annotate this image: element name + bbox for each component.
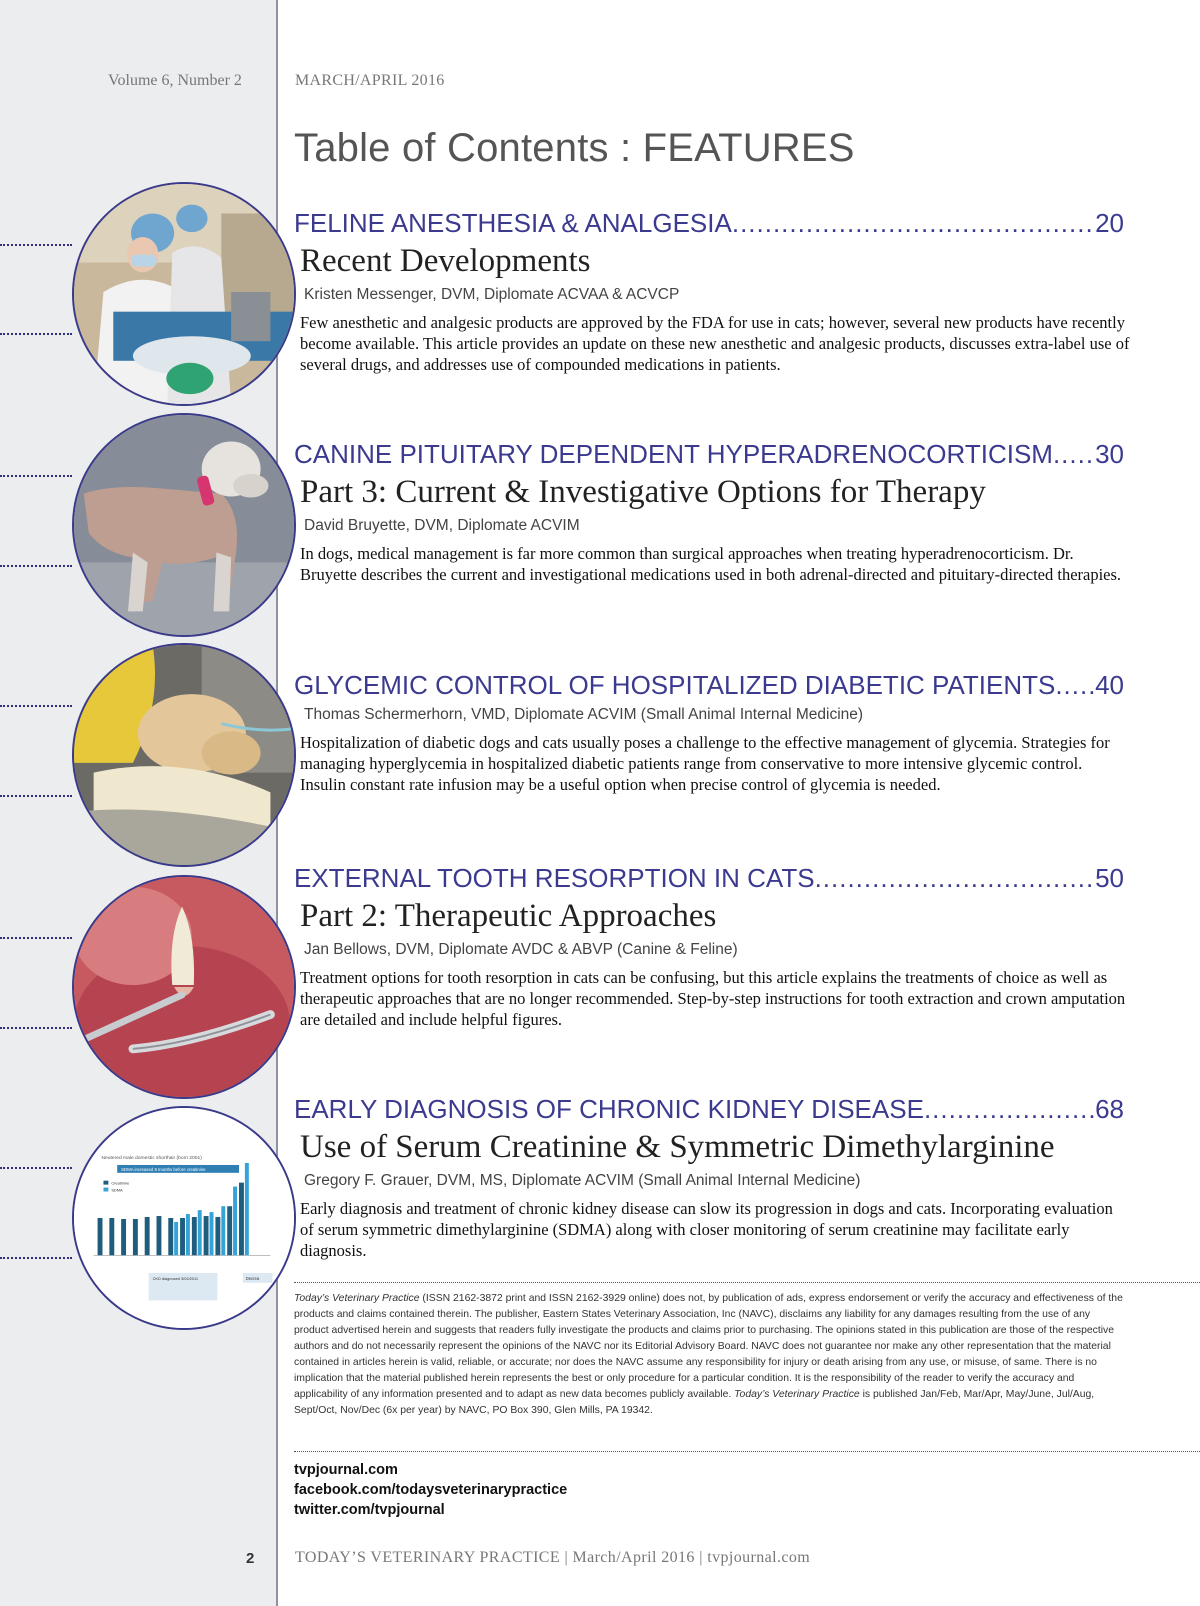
running-footer: TODAY’S VETERINARY PRACTICE | March/April 2016 | tvpjournal.com <box>295 1549 811 1566</box>
article-page-number: 68 <box>1095 1094 1124 1124</box>
thumbnail-chart-banner: SDMA increased 8 months before creatinine <box>121 1166 206 1172</box>
article-description: Few anesthetic and analgesic products are approved by the FDA for use in cats; however, several new products have recently become available. This article provides an update on these new anesthetic and analgesic products, discusses extra-label use of several drugs, and addresses use of compounded medications in patients. <box>300 313 1130 374</box>
legal-disclaimer <box>294 1291 1124 1419</box>
article-description: Treatment options for tooth resorption in cats can be confusing, but this article explains the treatments of choice as well as therapeutic approaches that are no longer recommended. Step-by-step instructions for tooth extraction and crown amputation are detailed and include helpful figures. <box>300 968 1126 1029</box>
publication-name: Today’s Veterinary Practice <box>294 1293 420 1304</box>
article-description: Hospitalization of diabetic dogs and cats usually poses a challenge to the effective management of glycemia. Strategies for managing hyperglycemia in hospitalized diabetic patients range from conservative to more intensive glycemic control. Insulin constant rate infusion may be a useful option when precise control of glycemia is needed. <box>300 733 1110 794</box>
disclaimer-divider-bottom <box>294 1451 1200 1452</box>
decorative-dotted-line <box>0 1167 72 1169</box>
article-feline-anesthesia[interactable] <box>294 207 1130 375</box>
decorative-dotted-line <box>0 1257 72 1259</box>
hospitalized-dog-photo <box>72 643 296 867</box>
article-page-number: 40 <box>1095 670 1124 700</box>
veterinarians-anesthesia-photo <box>72 182 296 406</box>
sdma-creatinine-chart-thumbnail <box>72 1106 296 1330</box>
disclaimer-text: (ISSN 2162-3872 print and ISSN 2162-3929 online) does not, by publication of ads, express endorsement or verify the accuracy and effectiveness of the products and claims contained therein. The publisher, Eastern States Veterinary Association, Inc (NAVC), disclaims any liability for any damages resulting from the use of any product advertised herein and suggests that readers fully investigate the products and claims prior to purchasing. The opinions stated in this publication are those of the respective authors and do not necessarily represent the opinions of the NAVC nor its Editorial Advisory Board. NAVC does not guarantee nor make any other representation that the material contained in articles herein is valid, reliable, or accurate; nor does the NAVC assume any responsibility for injury or death arising from any use, or misuse, of same. There is no implication that the material published herein represents the best or only procedure for a particular condition. It is the responsibility of the reader to verify the accuracy and applicability of any information presented and to adapt as new data becomes publicly available. <box>294 1293 1123 1400</box>
issue-date: MARCH/APRIL 2016 <box>295 72 445 89</box>
article-author: Thomas Schermerhorn, VMD, Diplomate ACVIM (Small Animal Internal Medicine) <box>304 706 864 723</box>
article-heading[interactable] <box>294 862 1124 894</box>
article-heading[interactable] <box>294 438 1124 470</box>
decorative-dotted-line <box>0 244 72 246</box>
article-heading-text: GLYCEMIC CONTROL OF HOSPITALIZED DIABETIC PATIENTS <box>294 670 1056 700</box>
article-heading-text: EARLY DIAGNOSIS OF CHRONIC KIDNEY DISEASE <box>294 1094 924 1124</box>
disclaimer-text-end: is published Jan/Feb, Mar/Apr, May/June, Jul/Aug, Sept/Oct, Nov/Dec (6x per year) by NAVC, PO Box 390, Glen Mills, PA 19342. <box>294 1389 1095 1416</box>
dot-leader <box>815 862 1096 894</box>
facebook-link[interactable]: facebook.com/todaysveterinarypractice <box>294 1482 568 1498</box>
article-glycemic-control[interactable] <box>294 669 1124 795</box>
twitter-link[interactable]: twitter.com/tvpjournal <box>294 1502 445 1518</box>
page-title: Table of Contents : FEATURES <box>294 126 855 170</box>
article-author: Kristen Messenger, DVM, Diplomate ACVAA & ACVCP <box>304 286 680 303</box>
thumbnail-chart-note: CKD diagnosed 3/02/2011 <box>152 1275 199 1281</box>
cat-tooth-extraction-photo <box>72 875 296 1099</box>
article-heading-text: CANINE PITUITARY DEPENDENT HYPERADRENOCORTICISM <box>294 439 1053 469</box>
article-heading-text: EXTERNAL TOOTH RESORPTION IN CATS <box>294 863 815 893</box>
article-description: In dogs, medical management is far more common than surgical approaches when treating hyperadrenocorticism. Dr. Bruyette describes the current and investigational medications used in both adrenal-directed and pituitary-directed therapies. <box>300 544 1122 584</box>
dot-leader <box>1053 438 1095 470</box>
dot-leader <box>732 207 1095 239</box>
thumbnail-chart-title: Neutered male domestic shorthair (born 2001) <box>101 1156 202 1162</box>
article-heading[interactable] <box>294 1093 1124 1125</box>
decorative-dotted-line <box>0 1027 72 1029</box>
dot-leader <box>1055 669 1095 701</box>
website-link[interactable]: tvpjournal.com <box>294 1462 398 1478</box>
article-page-number: 30 <box>1095 439 1124 469</box>
volume-number: Volume 6, Number 2 <box>108 72 242 89</box>
decorative-dotted-line <box>0 937 72 939</box>
article-subtitle: Use of Serum Creatinine & Symmetric Dimethylarginine <box>300 1129 1055 1165</box>
decorative-dotted-line <box>0 565 72 567</box>
article-page-number: 20 <box>1095 208 1124 238</box>
article-heading-text: FELINE ANESTHESIA & ANALGESIA <box>294 208 732 238</box>
disclaimer-divider-top <box>294 1282 1200 1283</box>
article-subtitle: Part 2: Therapeutic Approaches <box>300 898 717 934</box>
article-subtitle: Recent Developments <box>300 243 591 279</box>
article-tooth-resorption[interactable] <box>294 862 1124 1030</box>
article-description: Early diagnosis and treatment of chronic kidney disease can slow its progression in dogs and cats. Incorporating evaluation of serum symmetric dimethylarginine (SDMA) along with closer monitoring of serum creatinine may facilitate early diagnosis. <box>300 1199 1113 1260</box>
article-author: Gregory F. Grauer, DVM, MS, Diplomate ACVIM (Small Animal Internal Medicine) <box>304 1172 861 1189</box>
social-links <box>294 1460 567 1520</box>
article-page-number: 50 <box>1095 863 1124 893</box>
decorative-dotted-line <box>0 333 72 335</box>
publication-name: Today’s Veterinary Practice <box>734 1389 860 1400</box>
article-author: Jan Bellows, DVM, Diplomate AVDC & ABVP (Canine & Feline) <box>304 941 738 958</box>
article-heading[interactable] <box>294 669 1124 701</box>
decorative-dotted-line <box>0 795 72 797</box>
page-number: 2 <box>246 1550 255 1567</box>
article-heading[interactable] <box>294 207 1124 239</box>
article-author: David Bruyette, DVM, Diplomate ACVIM <box>304 517 580 534</box>
thumbnail-legend-creatinine: Creatinine <box>111 1180 130 1186</box>
thumbnail-legend-sdma: SDMA <box>111 1187 123 1193</box>
thumbnail-chart-badge: Decrea <box>245 1275 260 1281</box>
article-chronic-kidney-disease[interactable] <box>294 1093 1124 1261</box>
dot-leader <box>924 1093 1095 1125</box>
poodle-dog-photo <box>72 413 296 637</box>
decorative-dotted-line <box>0 475 72 477</box>
decorative-dotted-line <box>0 705 72 707</box>
article-subtitle: Part 3: Current & Investigative Options for Therapy <box>300 474 986 510</box>
article-canine-hyperadrenocorticism[interactable] <box>294 438 1124 585</box>
